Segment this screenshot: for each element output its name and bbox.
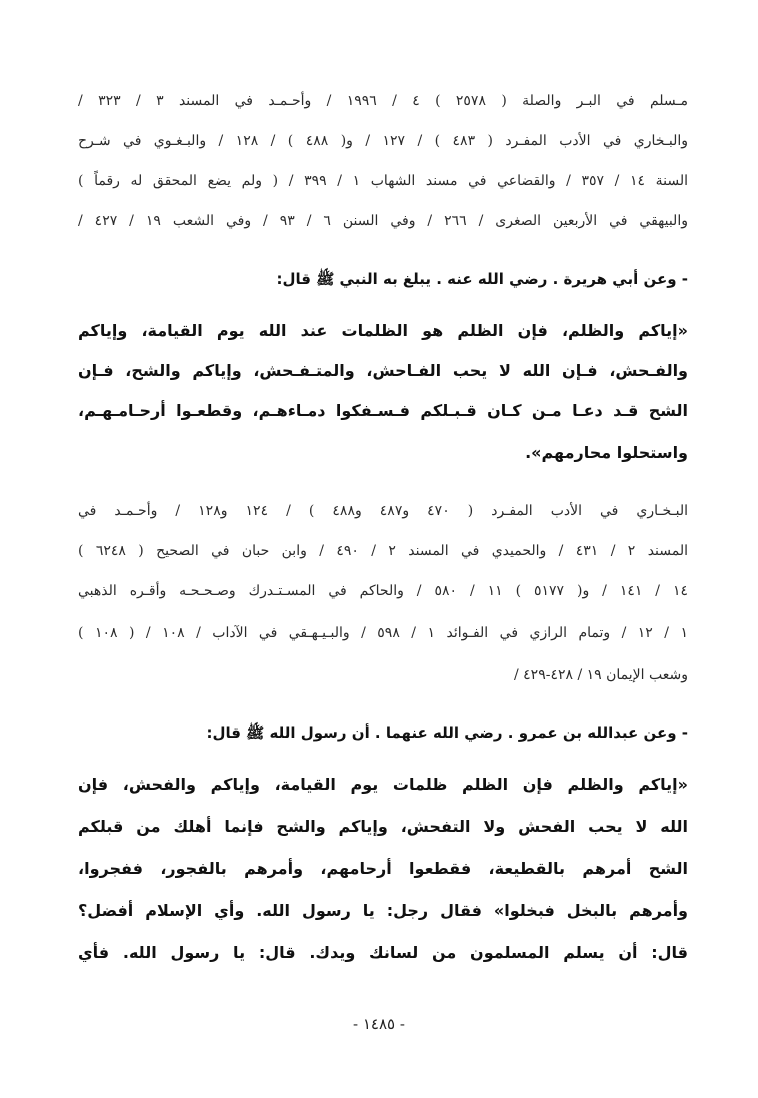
- hadith-intro: - وعن أبي هريرة . رضي الله عنه . يبلغ به النبي ﷺ قال:: [276, 270, 688, 288]
- reference-line: البـخـاري في الأدب المفـرد ( ٤٧٠ و٤٨٧ و٤٨٨ ) / ١٢٤ و١٢٨ / وأحـمـد في: [78, 503, 688, 519]
- reference-line: والبـخاري في الأدب المفـرد ( ٤٨٣ ) / ١٢٧ / و( ٤٨٨ ) / ١٢٨ / والبـغـوي في شـرح: [78, 133, 688, 149]
- hadith-text-line: وأمرهم بالبخل فبخلوا» فقال رجل: يا رسول الله. وأي الإسلام أفضل؟: [78, 901, 688, 920]
- page-number: - ١٤٨٥ -: [353, 1015, 405, 1033]
- hadith-text-line: الشح أمرهم بالقطيعة، فقطعوا أرحامهم، وأمرهم بالفجور، ففجروا،: [78, 859, 688, 878]
- hadith-text-line: «إياكم والظلم، فإن الظلم هو الظلمات عند الله يوم القيامة، وإياكم: [78, 321, 688, 340]
- reference-line: ١٤ / ١٤١ / و( ٥١٧٧ ) ١١ / ٥٨٠ / والحاكم في المسـتـدرك وصـحـحـه وأقـره الذهبي: [78, 583, 688, 599]
- reference-line: وشعب الإيمان ١٩ / ٤٢٨-٤٢٩ /: [513, 667, 688, 683]
- reference-line: السنة ١٤ / ٣٥٧ / والقضاعي في مسند الشهاب ١ / ٣٩٩ / ( ولم يضع المحقق له رقماً ): [78, 173, 688, 189]
- hadith-text-line: «إياكم والظلم فإن الظلم ظلمات يوم القيامة، وإياكم والفحش، فإن: [78, 775, 688, 794]
- reference-line: ١ / ١٢ / وتمام الرازي في الفـوائد ١ / ٥٩٨ / والبـيـهـقي في الآداب / ١٠٨ / ( ١٠٨ ): [78, 625, 688, 641]
- hadith-text-line: قال: أن يسلم المسلمون من لسانك ويدك. قال: يا رسول الله. فأي: [78, 943, 688, 962]
- reference-line: مـسلم في البـر والصلة ( ٢٥٧٨ ) ٤ / ١٩٩٦ / وأحـمـد في المسند ٣ / ٣٢٣ /: [78, 93, 688, 109]
- hadith-text-line: الشح قـد دعـا مـن كـان قـبـلكم فـسـفكوا دمـاءهـم، وقطعـوا أرحـامـهـم،: [78, 401, 688, 420]
- reference-line: المسند ٢ / ٤٣١ / والحميدي في المسند ٢ / ٤٩٠ / وابن حبان في الصحيح ( ٦٢٤٨ ): [78, 543, 688, 559]
- hadith-intro: - وعن عبدالله بن عمرو . رضي الله عنهما . أن رسول الله ﷺ قال:: [206, 724, 688, 742]
- reference-line: والبيهقي في الأربعين الصغرى / ٢٦٦ / وفي السنن ٦ / ٩٣ / وفي الشعب ١٩ / ٤٢٧ /: [78, 213, 688, 229]
- hadith-text-line: والفـحش، فـإن الله لا يحب الفـاحش، والمتـفـحش، وإياكم والشح، فـإن: [78, 361, 688, 380]
- hadith-text-line: واستحلوا محارمهم».: [525, 443, 688, 462]
- hadith-text-line: الله لا يحب الفحش ولا التفحش، وإياكم والشح فإنما أهلك من قبلكم: [78, 817, 688, 836]
